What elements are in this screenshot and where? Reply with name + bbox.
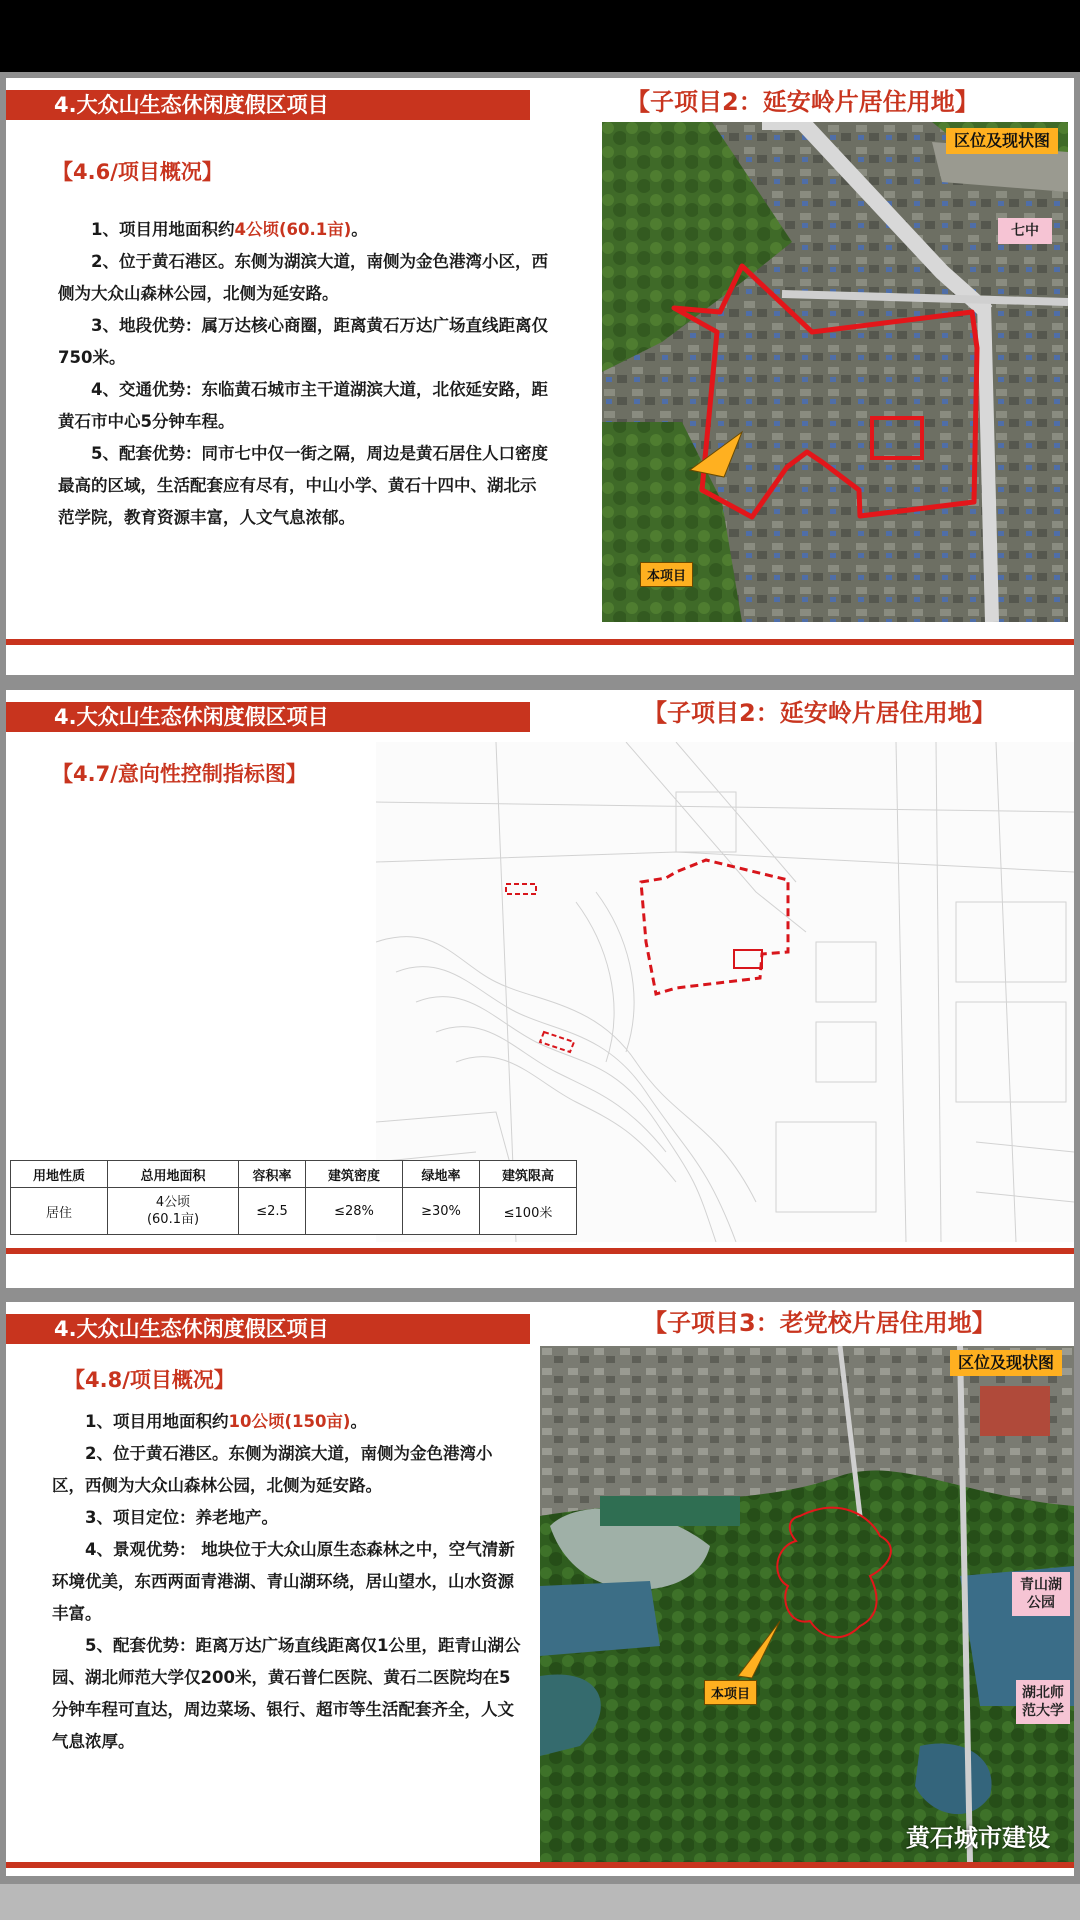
slide-header: 4.大众山生态休闲度假区项目 (54, 1317, 329, 1341)
map-tag: 区位及现状图 (950, 1350, 1062, 1376)
table-cell: ≤100米 (480, 1188, 577, 1235)
project-label: 本项目 (640, 562, 693, 587)
status-bar (0, 0, 1080, 72)
section-title: 【4.7/意向性控制指标图】 (52, 762, 307, 786)
footer-line (6, 1862, 1074, 1868)
slide-header-bar (6, 702, 530, 732)
table-cell: ≤2.5 (239, 1188, 306, 1235)
subproject-title: 【子项目2：延安岭片居住用地】 (626, 88, 979, 116)
map-tag: 区位及现状图 (946, 128, 1058, 154)
table-header-cell: 建筑密度 (306, 1161, 403, 1188)
footer-line (6, 639, 1074, 645)
slide-control-indicators (6, 690, 1074, 1288)
poi-label: 七中 (998, 218, 1052, 244)
subproject-title: 【子项目2：延安岭片居住用地】 (643, 699, 996, 727)
paragraph: 5、配套优势：同市七中仅一街之隔，周边是黄石居住人口密度最高的区域，生活配套应有尽有，中山小学、黄石十四中、湖北示范学院，教育资源丰富，人文气息浓郁。 (58, 444, 548, 527)
paragraph: 1、项目用地面积约4公顷(60.1亩)。 (91, 220, 368, 239)
table-row (11, 1188, 577, 1235)
satellite-map (602, 122, 1068, 622)
slide-header: 4.大众山生态休闲度假区项目 (54, 705, 329, 729)
slide-project-overview-1 (6, 78, 1074, 675)
satellite-map-image (540, 1346, 1074, 1862)
paragraph: 3、地段优势：属万达核心商圈，距离黄石万达广场直线距离仅750米。 (58, 316, 548, 367)
paragraph: 2、位于黄石港区。东侧为湖滨大道，南侧为金色港湾小区，西侧为大众山森林公园，北侧为延安路。 (58, 252, 548, 303)
poi-label: 青山湖公园 (1012, 1572, 1070, 1616)
table-cell: ≤28% (306, 1188, 403, 1235)
footer-line (6, 1248, 1074, 1254)
table-cell: 4公顷 (60.1亩) (108, 1188, 239, 1235)
slide-header-bar (6, 1314, 530, 1344)
subproject-title: 【子项目3：老党校片居住用地】 (643, 1309, 996, 1337)
section-title: 【4.6/项目概况】 (52, 160, 223, 184)
table-cell: ≥30% (403, 1188, 480, 1235)
slide-header: 4.大众山生态休闲度假区项目 (54, 93, 329, 117)
slide-header-bar (6, 90, 530, 120)
overview-text (58, 214, 548, 534)
paragraph: 1、项目用地面积约10公顷(150亩)。 (85, 1412, 367, 1431)
satellite-map-image (602, 122, 1068, 622)
table-header-cell: 绿地率 (403, 1161, 480, 1188)
satellite-map (540, 1346, 1074, 1862)
poi-label: 湖北师范大学 (1016, 1680, 1070, 1724)
table-header-cell: 总用地面积 (108, 1161, 239, 1188)
watermark: 黄石城市建设 (906, 1824, 1050, 1852)
bottom-bar (0, 1884, 1080, 1920)
paragraph: 4、景观优势： 地块位于大众山原生态森林之中，空气清新环境优美，东西两面青港湖、青山湖环绕，居山望水，山水资源丰富。 (52, 1540, 515, 1623)
section-title: 【4.8/项目概况】 (64, 1368, 235, 1392)
control-indicator-table (10, 1160, 577, 1235)
paragraph: 3、项目定位：养老地产。 (85, 1508, 278, 1527)
table-cell: 居住 (11, 1188, 108, 1235)
paragraph: 5、配套优势：距离万达广场直线距离仅1公里，距青山湖公园、湖北师范大学仅200米，黄石普仁医院、黄石二医院均在5分钟车程可直达，周边菜场、银行、超市等生活配套齐全，人文气息浓厚。 (52, 1636, 521, 1751)
paragraph: 2、位于黄石港区。东侧为湖滨大道，南侧为金色港湾小区，西侧为大众山森林公园，北侧为延安路。 (52, 1444, 493, 1495)
table-header-row (11, 1161, 577, 1188)
paragraph: 4、交通优势：东临黄石城市主干道湖滨大道，北依延安路，距黄石市中心5分钟车程。 (58, 380, 548, 431)
table-header-cell: 建筑限高 (480, 1161, 577, 1188)
slide-project-overview-2 (6, 1302, 1074, 1876)
table-header-cell: 用地性质 (11, 1161, 108, 1188)
project-label: 本项目 (704, 1680, 757, 1705)
table-header-cell: 容积率 (239, 1161, 306, 1188)
overview-text (52, 1406, 524, 1758)
